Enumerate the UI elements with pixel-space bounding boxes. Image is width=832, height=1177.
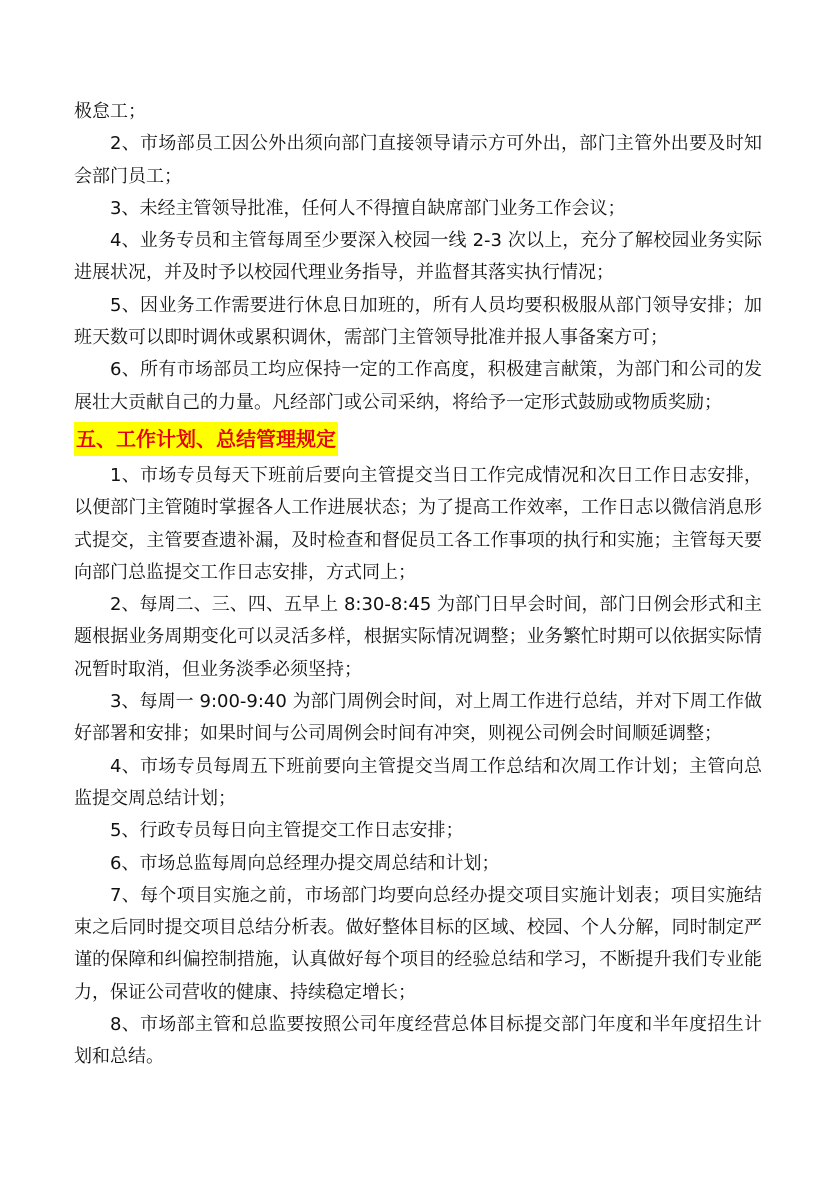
rule-item-2: 2、市场部员工因公外出须向部门直接领导请示方可外出，部门主管外出要及时知会部门员工； xyxy=(74,133,762,187)
document-page xyxy=(74,96,762,1074)
plan-item-5: 5、行政专员每日向主管提交工作日志安排； xyxy=(110,820,464,842)
plan-item-4: 4、市场专员每周五下班前要向主管提交当周工作总结和次周工作计划；主管向总监提交周总结计划； xyxy=(74,755,762,809)
intro-tail-text: 极怠工； xyxy=(74,101,146,122)
plan-item-7: 7、每个项目实施之前，市场部门均要向总经办提交项目实施计划表；项目实施结束之后同时提交项目总结分析表。做好整体目标的区域、校园、个人分解，同时制定严谨的保障和纠偏控制措施，认真做好每个项目的经验总结和学习，不断提升我们专业能力，保证公司营收的健康、持续稳定增长； xyxy=(74,884,762,1003)
rule-item-6: 6、所有市场部员工均应保持一定的工作高度，积极建言献策，为部门和公司的发展壮大贡献自己的力量。凡经部门或公司采纳，将给予一定形式鼓励或物质奖励； xyxy=(74,359,762,413)
plan-item-3: 3、每周一 9:00-9:40 为部门周例会时间，对上周工作进行总结，并对下周工作做好部署和安排；如果时间与公司周例会时间有冲突，则视公司例会时间顺延调整； xyxy=(74,691,762,745)
rule-item-3: 3、未经主管领导批准，任何人不得擅自缺席部门业务工作会议； xyxy=(110,197,626,219)
rule-item-5: 5、因业务工作需要进行休息日加班的，所有人员均要积极服从部门领导安排；加班天数可以即时调休或累积调休，需部门主管领导批准并报人事备案方可； xyxy=(74,294,762,349)
plan-item-6: 6、市场总监每周向总经理办提交周总结和计划； xyxy=(110,852,500,874)
plan-item-2: 2、每周二、三、四、五早上 8:30-8:45 为部门日早会时间，部门日例会形式和主题根据业务周期变化可以灵活多样，根据实际情况调整；业务繁忙时期可以依据实际情况暂时取消，但业务淡季必须坚持； xyxy=(74,594,762,680)
rule-item-4: 4、业务专员和主管每周至少要深入校园一线 2-3 次以上，充分了解校园业务实际进展状况，并及时予以校园代理业务指导，并监督其落实执行情况； xyxy=(74,230,762,284)
plan-item-1: 1、市场专员每天下班前后要向主管提交当日工作完成情况和次日工作日志安排，以便部门主管随时掌握各人工作进展状态；为了提高工作效率，工作日志以微信消息形式提交，主管要查遗补漏，及时检查和督促员工各工作事项的执行和实施；主管每天要向部门总监提交工作日志安排，方式同上； xyxy=(74,464,762,583)
section-heading: 五、工作计划、总结管理规定 xyxy=(74,422,338,456)
section-heading-wrapper xyxy=(74,419,762,460)
plan-item-8: 8、市场部主管和总监要按照公司年度经营总体目标提交部门年度和半年度招生计划和总结。 xyxy=(74,1014,762,1068)
